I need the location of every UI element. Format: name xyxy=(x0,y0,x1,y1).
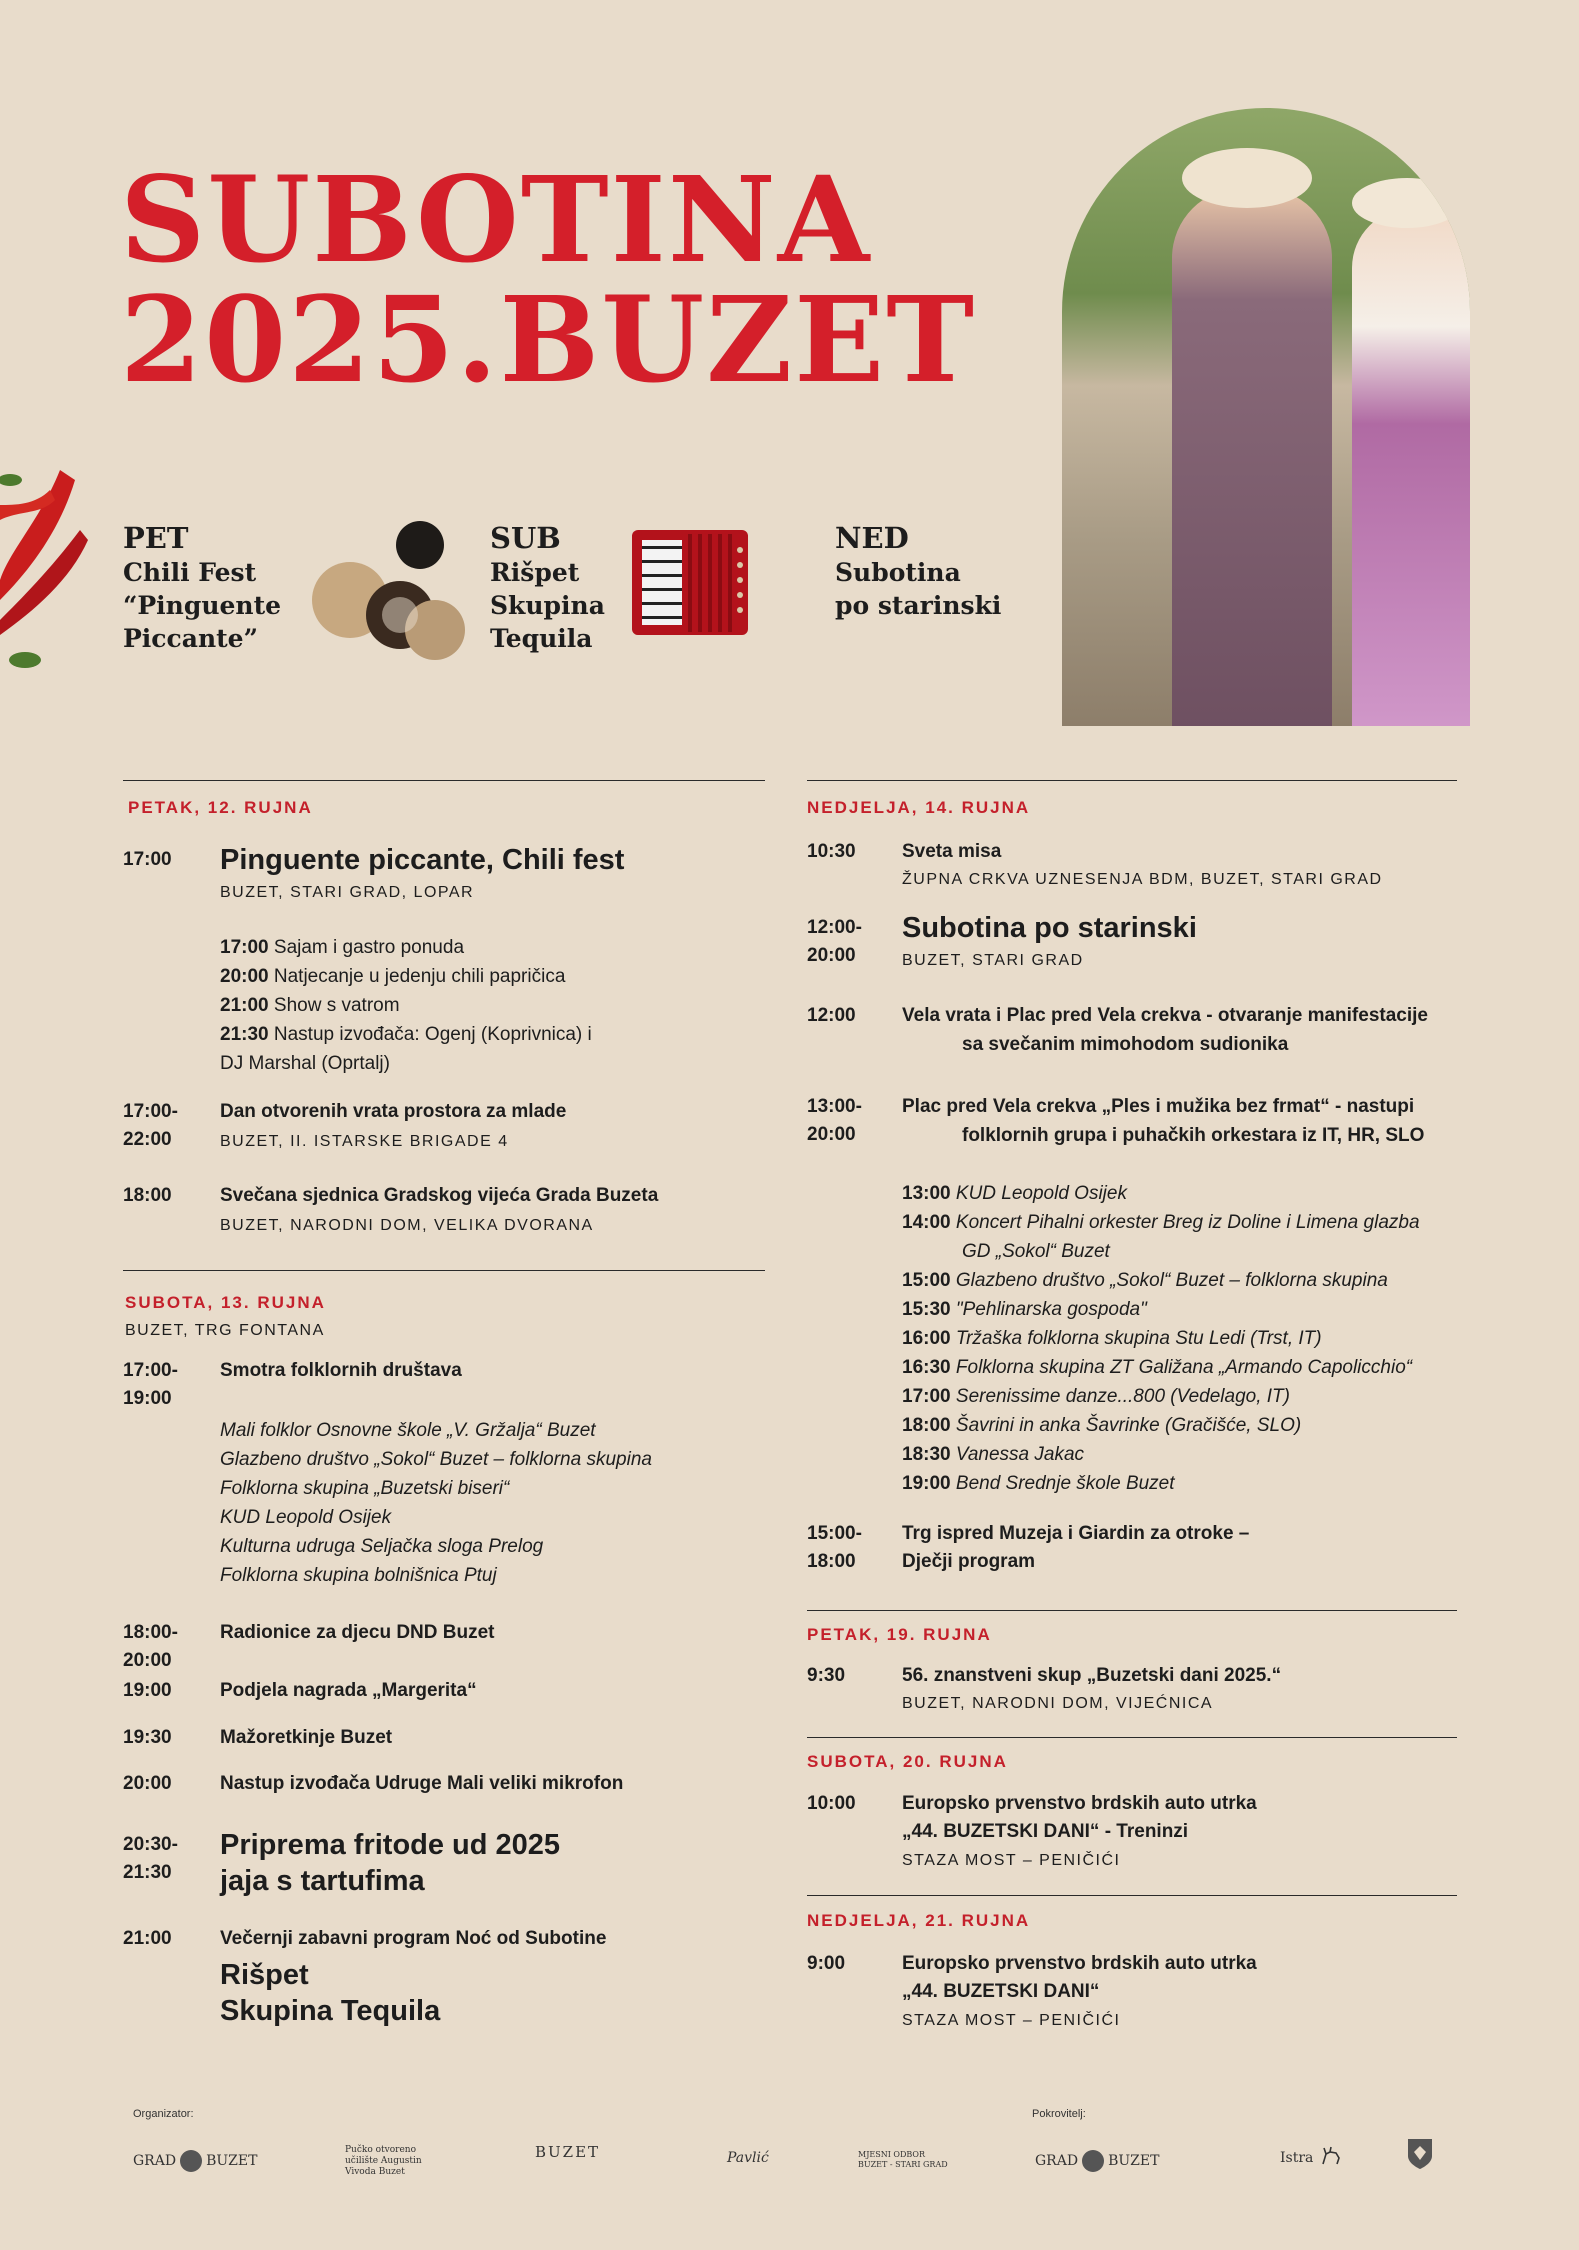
coat-of-arms-icon xyxy=(1082,2150,1104,2172)
day-tag: PET xyxy=(123,521,189,555)
day-line: Chili Fest xyxy=(123,558,257,587)
woman-figure xyxy=(1352,208,1470,726)
event-title: Radionice za djecu DND Buzet xyxy=(220,1622,495,1643)
event-time: 17:00 xyxy=(123,849,172,870)
event-location: BUZET, STARI GRAD xyxy=(902,952,1084,969)
event-location: STAZA MOST – PENIČIĆI xyxy=(902,2012,1121,2029)
title-line-1: SUBOTINA xyxy=(120,150,872,289)
coat-of-arms-icon xyxy=(180,2150,202,2172)
event-title: Subotina po starinski xyxy=(902,912,1197,944)
logo-buzet: BUZET xyxy=(535,2143,601,2161)
event-time: 9:30 xyxy=(807,1665,846,1686)
day-line: Piccante” xyxy=(123,624,258,653)
schedule-item: 14:00 Koncert Pihalni orkester Breg iz Doline i Limena glazba xyxy=(902,1212,1420,1233)
performer-item: Kulturna udruga Seljačka sloga Prelog xyxy=(220,1536,544,1557)
logo-mjesni-odbor: MJESNI ODBOR BUZET - STARI GRAD xyxy=(858,2150,948,2169)
schedule-item: GD „Sokol“ Buzet xyxy=(962,1241,1110,1262)
event-time: 12:00 xyxy=(807,1005,856,1026)
schedule-item: 21:30 Nastup izvođača: Ogenj (Koprivnica) i xyxy=(220,1024,592,1045)
section-heading: PETAK, 12. RUJNA xyxy=(128,798,313,817)
event-title: Priprema fritode ud 2025 jaja s tartufima xyxy=(220,1829,561,1897)
event-title: Svečana sjednica Gradskog vijeća Grada Buzeta xyxy=(220,1185,659,1206)
schedule-item: 17:00 Serenissime danze...800 (Vedelago, IT) xyxy=(902,1386,1290,1407)
logo-grad-buzet-sponsor: GRAD BUZET xyxy=(1035,2150,1159,2172)
event-title: Nastup izvođača Udruge Mali veliki mikrofon xyxy=(220,1773,624,1794)
event-time: 10:30 xyxy=(807,841,856,862)
schedule-item: 15:30 "Pehlinarska gospoda" xyxy=(902,1299,1147,1320)
event-time: 19:00 xyxy=(123,1680,172,1701)
day-line: Skupina xyxy=(490,591,605,620)
schedule-item-continued: DJ Marshal (Oprtalj) xyxy=(220,1053,390,1074)
event-time: 20:00 xyxy=(123,1773,172,1794)
section-heading: SUBOTA, 20. RUJNA xyxy=(807,1752,1008,1771)
schedule-item: 16:00 Tržaška folklorna skupina Stu Ledi (Trst, IT) xyxy=(902,1328,1322,1349)
section-location: BUZET, TRG FONTANA xyxy=(125,1322,325,1339)
event-time: 20:30- 21:30 xyxy=(123,1834,178,1883)
costume-photo xyxy=(1062,108,1470,726)
schedule-item: 15:00 Glazbeno društvo „Sokol“ Buzet – folklorna skupina xyxy=(902,1270,1388,1291)
section-heading: SUBOTA, 13. RUJNA xyxy=(125,1293,326,1312)
headliner: Rišpet Skupina Tequila xyxy=(220,1959,441,2027)
event-time: 17:00- 22:00 xyxy=(123,1101,178,1150)
event-time: 15:00- 18:00 xyxy=(807,1523,862,1572)
event-title: Podjela nagrada „Margerita“ xyxy=(220,1680,477,1701)
event-title: Dan otvorenih vrata prostora za mlade xyxy=(220,1101,567,1122)
logo-istra: Istra xyxy=(1280,2150,1314,2166)
poster-title xyxy=(120,150,977,409)
day-block-ned xyxy=(835,520,1001,622)
section-heading: NEDJELJA, 21. RUJNA xyxy=(807,1911,1031,1930)
event-time: 10:00 xyxy=(807,1793,856,1814)
event-time: 17:00- 19:00 xyxy=(123,1360,178,1409)
chili-pepper-icon xyxy=(0,460,90,680)
event-title: Smotra folklornih društava xyxy=(220,1360,462,1381)
event-location: BUZET, II. ISTARSKE BRIGADE 4 xyxy=(220,1133,509,1150)
schedule-item: 20:00 Natjecanje u jedenju chili papričica xyxy=(220,966,566,987)
event-location: STAZA MOST – PENIČIĆI xyxy=(902,1852,1121,1869)
performer-item: Folklorna skupina bolnišnica Ptuj xyxy=(220,1565,497,1586)
event-time: 13:00- 20:00 xyxy=(807,1096,862,1145)
title-line-2: 2025.BUZET xyxy=(120,270,977,409)
event-time: 12:00- 20:00 xyxy=(807,917,862,966)
event-time: 21:00 xyxy=(123,1928,172,1949)
day-line: Subotina xyxy=(835,558,961,587)
event-title: Trg ispred Muzeja i Giardin za otroke – Dječji program xyxy=(902,1523,1250,1572)
event-title-continued: sa svečanim mimohodom sudionika xyxy=(962,1034,1289,1055)
event-time: 18:00 xyxy=(123,1185,172,1206)
event-title: Europsko prvenstvo brdskih auto utrka „44. BUZETSKI DANI“ xyxy=(902,1953,1257,2002)
event-location: BUZET, NARODNI DOM, VELIKA DVORANA xyxy=(220,1217,594,1234)
hat xyxy=(1182,148,1312,208)
day-line: Rišpet xyxy=(490,558,580,587)
organizer-label: Organizator: xyxy=(133,2108,194,2120)
divider xyxy=(807,780,1457,781)
day-tag: SUB xyxy=(490,521,561,555)
goat-icon xyxy=(1320,2146,1342,2168)
event-title-continued: folklornih grupa i puhačkih orkestara iz IT, HR, SLO xyxy=(962,1125,1425,1146)
event-title: 56. znanstveni skup „Buzetski dani 2025.“ xyxy=(902,1665,1282,1686)
event-location: BUZET, NARODNI DOM, VIJEĆNICA xyxy=(902,1695,1214,1712)
schedule-item: 19:00 Bend Srednje škole Buzet xyxy=(902,1473,1175,1494)
performer-item: Folklorna skupina „Buzetski biseri“ xyxy=(220,1478,510,1499)
divider xyxy=(123,1270,765,1271)
shield-icon xyxy=(1407,2138,1433,2170)
performer-item: KUD Leopold Osijek xyxy=(220,1507,392,1528)
hat xyxy=(1352,178,1462,228)
sponsor-label: Pokrovitelj: xyxy=(1032,2108,1086,2120)
section-heading: NEDJELJA, 14. RUJNA xyxy=(807,798,1031,817)
day-block-pet xyxy=(123,520,281,655)
performer-item: Mali folklor Osnovne škole „V. Gržalja“ Buzet xyxy=(220,1420,596,1441)
logo-pavlic: Pavlić xyxy=(727,2150,769,2166)
schedule-item: 13:00 KUD Leopold Osijek xyxy=(902,1183,1127,1204)
divider xyxy=(123,780,765,781)
event-title: Plac pred Vela crekva „Ples i mužika bez frmat“ - nastupi xyxy=(902,1096,1415,1117)
performer-item: Glazbeno društvo „Sokol“ Buzet – folklorna skupina xyxy=(220,1449,652,1470)
schedule-item: 17:00 Sajam i gastro ponuda xyxy=(220,937,465,958)
day-line: “Pinguente xyxy=(123,591,282,620)
woman-figure xyxy=(1172,188,1332,726)
logo-pou: Pučko otvoreno učilište Augustin Vivoda Buzet xyxy=(345,2145,422,2177)
divider xyxy=(807,1737,1457,1738)
event-time: 18:00- 20:00 xyxy=(123,1622,178,1671)
accordion-icon xyxy=(630,510,750,645)
event-time: 19:30 xyxy=(123,1727,172,1748)
event-title: Pinguente piccante, Chili fest xyxy=(220,844,625,876)
event-location: ŽUPNA CRKVA UZNESENJA BDM, BUZET, STARI GRAD xyxy=(902,871,1383,888)
day-block-sub xyxy=(490,520,605,655)
event-title: Vela vrata i Plac pred Vela crekva - otvaranje manifestacije xyxy=(902,1005,1428,1026)
day-tag: NED xyxy=(835,521,909,555)
event-title: Mažoretkinje Buzet xyxy=(220,1727,393,1748)
schedule-item: 21:00 Show s vatrom xyxy=(220,995,400,1016)
section-heading: PETAK, 19. RUJNA xyxy=(807,1625,992,1644)
schedule-item: 16:30 Folklorna skupina ZT Galižana „Armando Capolicchio“ xyxy=(902,1357,1413,1378)
day-line: Tequila xyxy=(490,624,593,653)
event-location: BUZET, STARI GRAD, LOPAR xyxy=(220,884,475,901)
day-line: po starinski xyxy=(835,591,1002,620)
event-title: Sveta misa xyxy=(902,841,1002,862)
event-time: 9:00 xyxy=(807,1953,846,1974)
divider xyxy=(807,1895,1457,1896)
divider xyxy=(807,1610,1457,1611)
event-title: Večernji zabavni program Noć od Subotine xyxy=(220,1928,607,1949)
schedule-item: 18:30 Vanessa Jakac xyxy=(902,1444,1085,1465)
truffle-icon xyxy=(310,515,470,665)
event-title: Europsko prvenstvo brdskih auto utrka „44. BUZETSKI DANI“ - Treninzi xyxy=(902,1793,1257,1842)
schedule-item: 18:00 Šavrini in anka Šavrinke (Gračišće, SLO) xyxy=(902,1415,1302,1436)
logo-grad-buzet: GRAD BUZET xyxy=(133,2150,257,2172)
